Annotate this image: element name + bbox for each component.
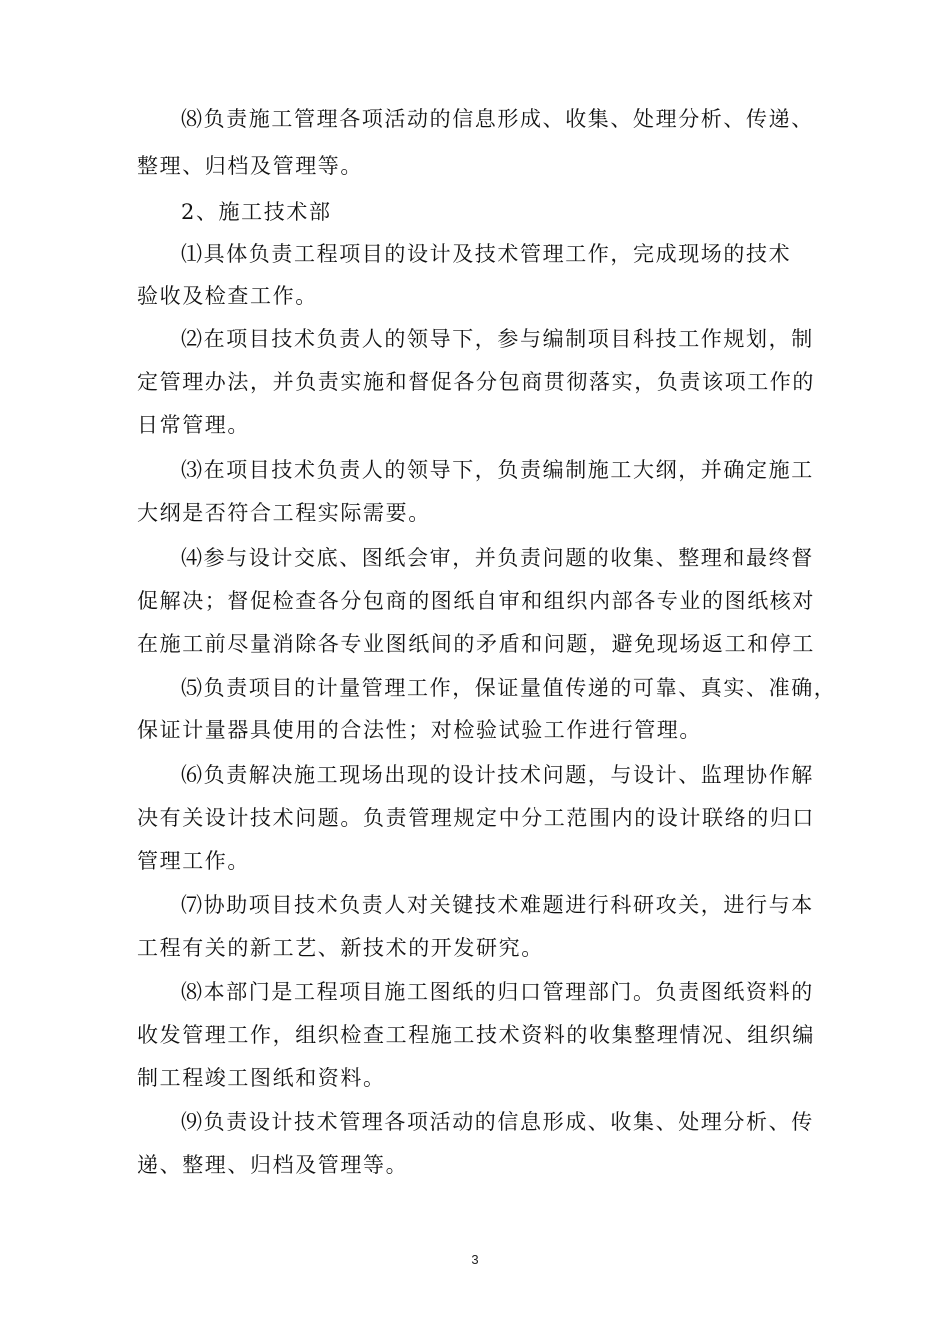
text-line: 验收及检查工作。 bbox=[137, 284, 318, 308]
text-line: ⑺协助项目技术负责人对关键技术难题进行科研攻关，进行与本 bbox=[181, 893, 814, 917]
text-line: 管理工作。 bbox=[137, 849, 250, 873]
text-line: ⑻负责施工管理各项活动的信息形成、收集、处理分析、传递、 bbox=[181, 107, 814, 131]
page-number: 3 bbox=[471, 1252, 479, 1267]
text-line: 制工程竣工图纸和资料。 bbox=[137, 1066, 386, 1090]
text-line: ⑹负责解决施工现场出现的设计技术问题，与设计、监理协作解 bbox=[181, 763, 814, 787]
text-line: 在施工前尽量消除各专业图纸间的矛盾和问题，避免现场返工和停工 bbox=[137, 632, 815, 656]
text-line: 收发管理工作，组织检查工程施工技术资料的收集整理情况、组织编 bbox=[137, 1023, 815, 1047]
text-line: ⑸负责项目的计量管理工作，保证量值传递的可靠、真实、准确， bbox=[181, 676, 837, 700]
text-line: ⑻本部门是工程项目施工图纸的归口管理部门。负责图纸资料的 bbox=[181, 980, 814, 1004]
text-line: ⑼负责设计技术管理各项活动的信息形成、收集、处理分析、传 bbox=[181, 1110, 814, 1134]
text-line: 大纲是否符合工程实际需要。 bbox=[137, 501, 431, 525]
text-line: ⑵在项目技术负责人的领导下，参与编制项目科技工作规划，制 bbox=[181, 327, 814, 351]
text-line: 递、整理、归档及管理等。 bbox=[137, 1153, 409, 1177]
section-heading: 2、施工技术部 bbox=[181, 200, 332, 224]
text-line: ⑶在项目技术负责人的领导下，负责编制施工大纲，并确定施工 bbox=[181, 458, 814, 482]
text-line: ⑴具体负责工程项目的设计及技术管理工作，完成现场的技术 bbox=[181, 242, 792, 266]
text-line: ⑷参与设计交底、图纸会审，并负责问题的收集、整理和最终督 bbox=[181, 546, 814, 570]
text-line: 工程有关的新工艺、新技术的开发研究。 bbox=[137, 936, 544, 960]
text-line: 定管理办法，并负责实施和督促各分包商贯彻落实，负责该项工作的 bbox=[137, 370, 815, 394]
text-line: 保证计量器具使用的合法性；对检验试验工作进行管理。 bbox=[137, 718, 702, 742]
text-line: 促解决；督促检查各分包商的图纸自审和组织内部各专业的图纸核对 bbox=[137, 589, 815, 613]
text-line: 决有关设计技术问题。负责管理规定中分工范围内的设计联络的归口 bbox=[137, 806, 815, 830]
text-line: 日常管理。 bbox=[137, 413, 250, 437]
text-line: 整理、归档及管理等。 bbox=[137, 154, 363, 178]
